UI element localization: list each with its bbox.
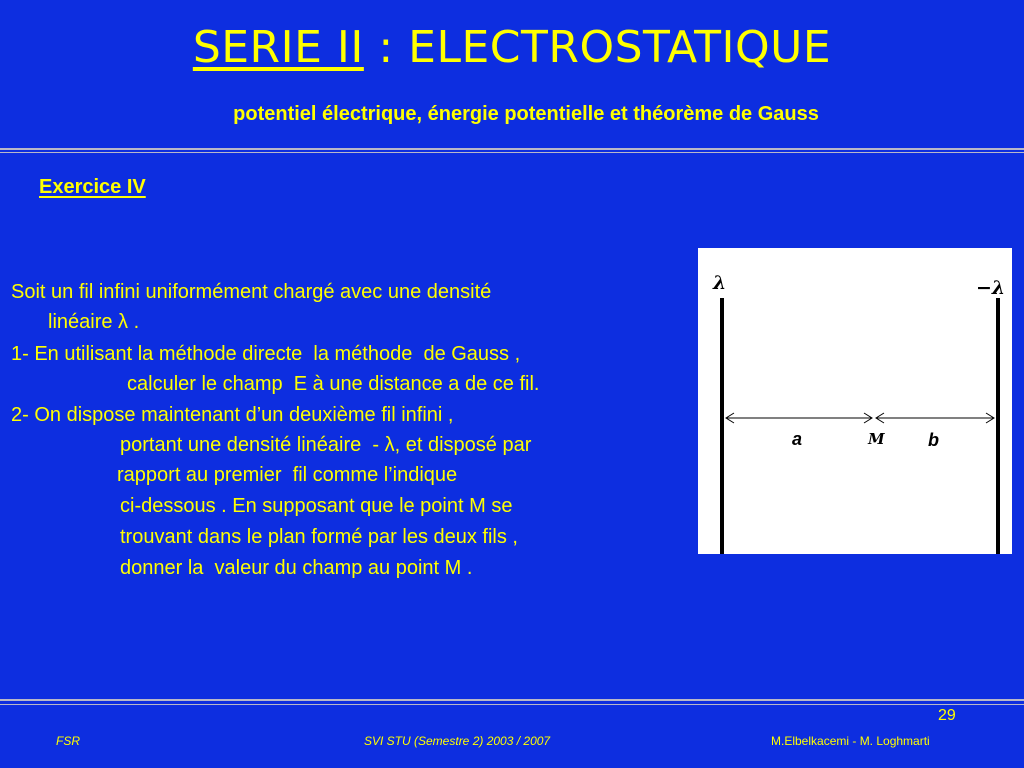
body-line: ci-dessous . En supposant que le point M se (120, 495, 513, 517)
exercise-title: Exercice IV (39, 176, 146, 198)
page-number: 29 (938, 707, 956, 724)
two-wires-diagram (698, 248, 1012, 554)
footer-center: SVI STU (Semestre 2) 2003 / 2007 (364, 734, 551, 748)
body-line: calculer le champ E à une distance a de ce fil. (127, 373, 540, 395)
label-b: b (928, 430, 939, 450)
lambda-left-label: λ (713, 272, 727, 294)
label-m: M (868, 430, 885, 448)
label-a: a (792, 429, 803, 449)
body-line: 2- On dispose maintenant d’un deuxième fil infini , (11, 404, 454, 426)
footer-divider (0, 699, 1024, 701)
body-line: portant une densité linéaire - λ, et disposé par (120, 434, 532, 456)
two-wires-figure (698, 248, 1012, 554)
body-line: linéaire λ . (48, 311, 140, 333)
body-line: trouvant dans le plan formé par les deux fils , (120, 526, 518, 548)
lambda-right-label: −λ (976, 277, 1006, 299)
title-series: SERIE II (192, 22, 364, 73)
body-line: 1- En utilisant la méthode directe la méthode de Gauss , (11, 343, 521, 365)
body-line: donner la valeur du champ au point M . (120, 557, 473, 579)
title-rest: : ELECTROSTATIQUE (363, 22, 832, 73)
body-line: rapport au premier fil comme l’indique (117, 464, 458, 486)
footer-right: M.Elbelkacemi - M. Loghmarti (771, 734, 930, 748)
footer-left: FSR (56, 734, 80, 748)
slide-subtitle: potentiel électrique, énergie potentielle et théorème de Gauss (233, 103, 819, 125)
footer-divider-thin (0, 704, 1024, 705)
body-line: Soit un fil infini uniformément chargé avec une densité (11, 281, 492, 303)
